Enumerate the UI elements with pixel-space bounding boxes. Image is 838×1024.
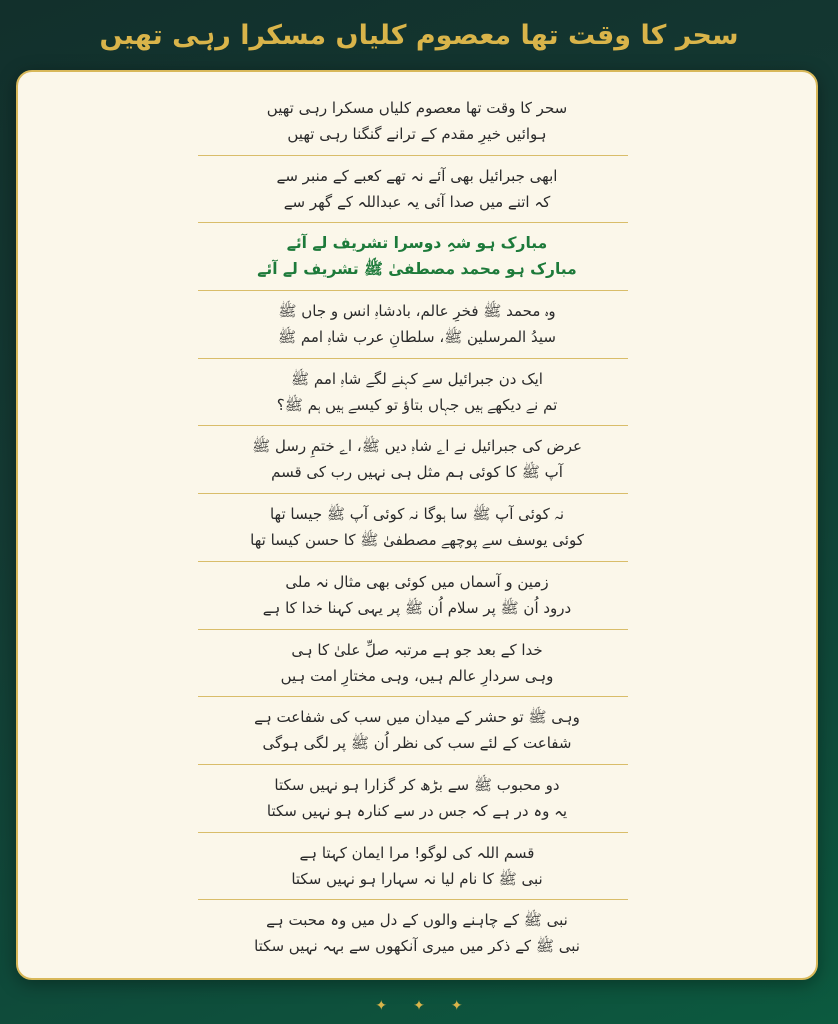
stanza [18,494,816,562]
stanza [18,291,816,359]
stanza [18,156,816,224]
verse-line: ابھی جبرائیل بھی آئے نہ تھے کعبے کے منبر سے [276,166,558,185]
chorus-stanza [18,223,816,291]
verse-line: وہی سردارِ عالم ہیں، وہی مختارِ امت ہیں [280,666,554,685]
stanza [18,426,816,494]
footer-ornament [0,996,838,1016]
verse-line: تم نے دیکھے ہیں جہاں بتاؤ تو کیسے ہیں ہم ﷺ؟ [276,395,558,414]
verse-line: مبارک ہو شہِ دوسرا تشریف لے آئے [286,234,548,253]
verse-line: عرض کی جبرائیل نے اے شاہِ دیں ﷺ، اے ختمِ رسل ﷺ [252,437,582,456]
verse-line: زمین و آسماں میں کوئی بھی مثال نہ ملی [285,572,549,591]
verse-line: وہی ﷺ تو حشر کے میدان میں سب کی شفاعت ہے [254,708,580,727]
stanza [18,359,816,427]
verse-line: دو محبوب ﷺ سے بڑھ کر گزارا ہو نہیں سکتا [274,775,560,794]
verse-line: ہوائیں خیرِ مقدم کے ترانے گنگنا رہی تھیں [287,125,547,143]
verse-line: سحر کا وقت تھا معصوم کلیاں مسکرا رہی تھیں [266,99,568,117]
verse-line: آپ ﷺ کا کوئی ہم مثل ہی نہیں رب کی قسم [271,463,563,482]
verse-line: مبارک ہو محمد مصطفیٰ ﷺ تشریف لے آئے [257,260,577,279]
star-icon: ✦ [450,998,463,1014]
verse-line: نبی ﷺ کا نام لیا نہ سہارا ہو نہیں سکتا [291,869,543,888]
verse-line: قسم اللہ کی لوگو! مرا ایمان کہتا ہے [299,843,535,862]
stanza-list [18,88,816,968]
stanza [18,630,816,698]
verse-line: نہ کوئی آپ ﷺ سا ہوگا نہ کوئی آپ ﷺ جیسا تھا [269,505,565,524]
stanza [18,697,816,765]
stanza [18,88,816,156]
verse-line: ایک دن جبرائیل سے کہنے لگے شاہِ امم ﷺ [291,369,543,388]
verse-line: کہ اتنے میں صدا آئی یہ عبداللہ کے گھر سے [283,192,551,211]
stanza [18,833,816,901]
verse-line: سیدُ المرسلین ﷺ، سلطانِ عرب شاہِ امم ﷺ [278,328,556,347]
verse-line: نبی ﷺ کے چاہنے والوں کے دل میں وہ محبت ہے [266,911,568,930]
stanza [18,562,816,630]
verse-line: یہ وہ در ہے کہ جس در سے کنارہ ہو نہیں سکتا [266,801,568,820]
stanza [18,765,816,833]
verse-line: درود اُن ﷺ پر سلام اُن ﷺ پر یہی کہنا خدا کا ہے [262,598,572,617]
verse-line: خدا کے بعد جو ہے مرتبہ صلِّ علیٰ کا ہی [291,640,543,659]
stanza [18,900,816,968]
page-title: سحر کا وقت تھا معصوم کلیاں مسکرا رہی تھیں [99,20,739,51]
star-icon: ✦ [375,998,388,1014]
verse-line: وہ محمد ﷺ فخرِ عالم، بادشاہِ انس و جاں ﷺ [278,302,556,321]
verse-line: شفاعت کے لئے سب کی نظر اُن ﷺ پر لگی ہوگی [262,734,572,753]
star-icon: ✦ [413,998,425,1014]
verse-line: کوئی یوسف سے پوچھے مصطفیٰ ﷺ کا حسن کیسا تھا [250,531,584,550]
poem-card [16,70,818,980]
verse-line: نبی ﷺ کے ذکر میں میری آنکھوں سے بہہ نہیں سکتا [254,937,580,956]
